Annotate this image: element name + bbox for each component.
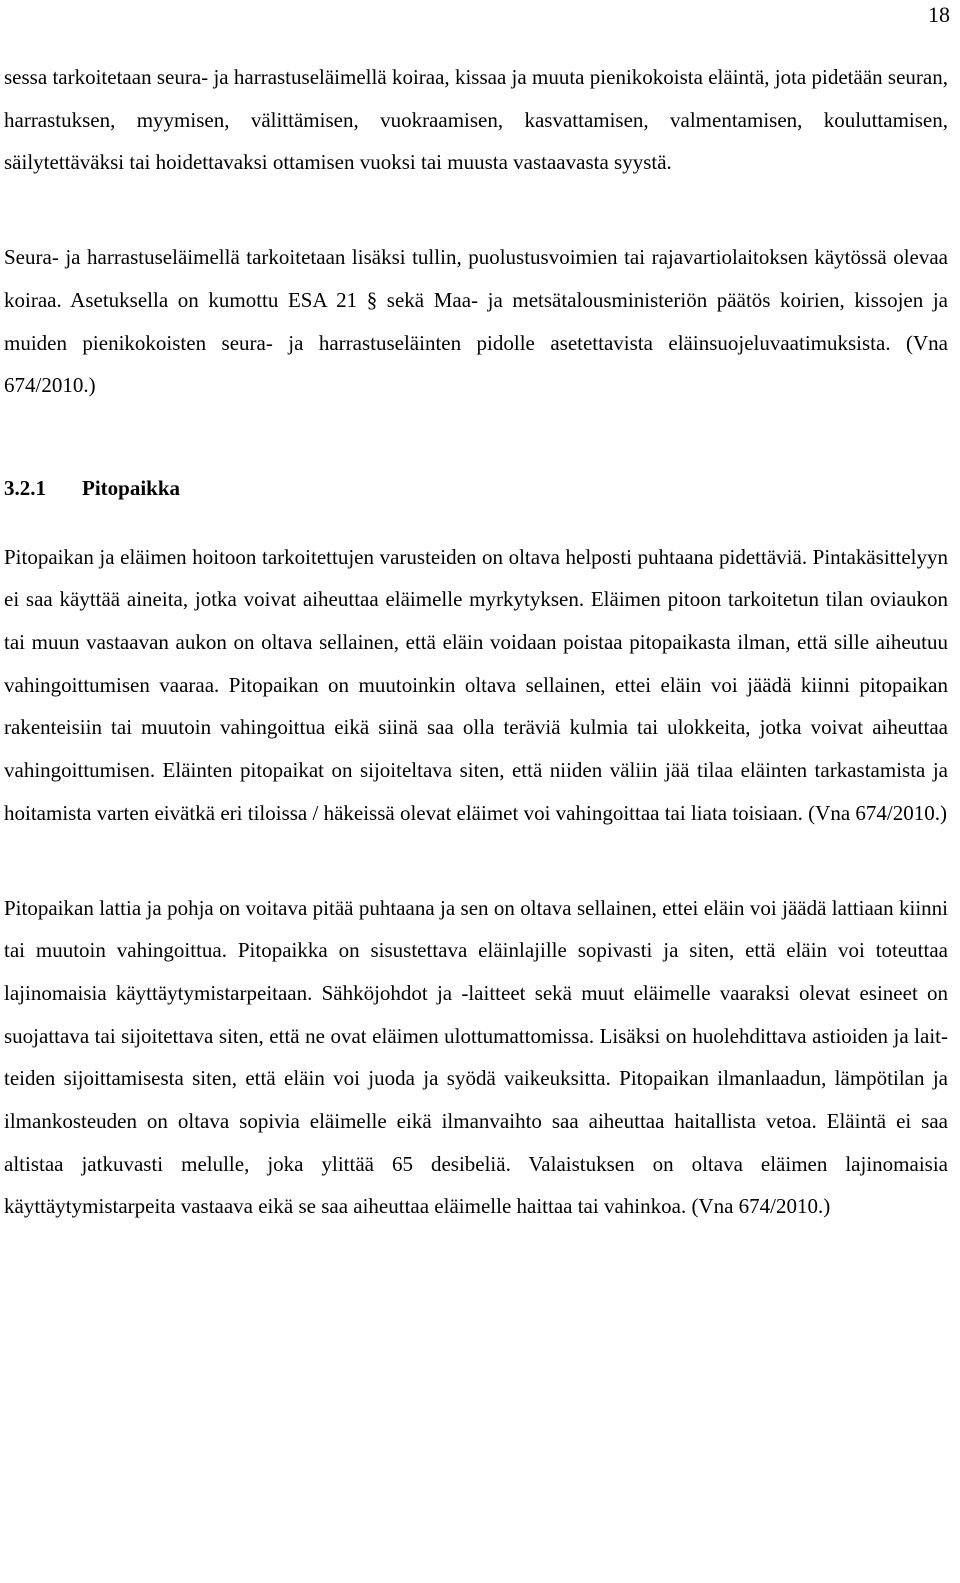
paragraph-definition: Seura- ja harrastuseläimellä tarkoitetaan lisäksi tullin, puolustusvoimien tai rajavartiolaitoksen käytössä olevaa koiraa. Asetuksella on kumottu ESA 21 § sekä Maa- ja metsätalousministeriön päätös koirien, kissojen ja muiden pienikokoisten seura- ja harrastuseläinten pidolle asetettavista eläinsuojeluvaatimuksista. (Vna 674/2010.) (4, 245, 948, 398)
section-number: 3.2.1 (4, 475, 46, 500)
paragraph-intro-continuation: sessa tarkoitetaan seura- ja harrastuseläimellä koiraa, kissaa ja muuta pienikokoista eläintä, jota pidetään seuran, harrastuksen, myymisen, välittämisen, vuokraamisen, kasvattamisen, valmentamisen, kouluttamisen, säilytettäväksi tai hoidettavaksi ottamisen vuoksi tai muusta vastaavasta syystä. (4, 65, 948, 175)
page-number: 18 (928, 2, 950, 27)
section-heading (4, 467, 948, 510)
paragraph-pitopaikka-1: Pitopaikan ja eläimen hoitoon tarkoitettujen varusteiden on oltava helposti puhtaana pidettäviä. Pintakäsittelyyn ei saa käyttää aineita, jotka voivat aiheuttaa eläimelle myrkytyksen. Eläimen pitoon tarkoitetun tilan oviaukon tai muun vastaavan aukon on oltava sellainen, että eläin voidaan poistaa pitopaikasta ilman, että sille aiheutuu vahingoittumisen vaaraa. Pitopaikan on muutoinkin oltava sellainen, ettei eläin voi jäädä kiinni pitopaikan rakenteisiin tai muutoin vahingoittua eikä siinä saa olla teräviä kulmia tai ulokkeita, jotka voivat aiheuttaa vahingoittumisen. Eläinten pitopaikat on sijoiteltava siten, että niiden väliin jää tilaa eläinten tarkastamista ja hoitamista varten eivätkä eri tiloissa / häkeissä olevat eläimet voi vahingoittaa tai liata toisiaan. (Vna 674/2010.) (4, 544, 948, 825)
document-body (4, 56, 948, 1228)
section-title: Pitopaikka (82, 475, 181, 500)
paragraph-pitopaikka-2: Pitopaikan lattia ja pohja on voitava pitää puhtaana ja sen on oltava sellainen, ettei eläin voi jäädä lattiaan kiinni tai muutoin vahingoittua. Pitopaikka on sisustettava eläinlajille sopivasti ja siten, että eläin voi toteuttaa lajinomaisia käyttäytymistarpeitaan. Sähköjohdot ja -laitteet sekä muut eläimelle vaaraksi olevat esineet on suojattava tai sijoitettava siten, että ne ovat eläimen ulottumattomissa. Lisäksi on huolehdittava astioiden ja laitteiden sijoittamisesta siten, että eläin voi juoda ja syödä vaikeuksitta. Pitopaikan ilmanlaadun, lämpötilan ja ilmankosteuden on oltava sopivia eläimelle eikä ilmanvaihto saa aiheuttaa haitallista vetoa. Eläintä ei saa altistaa jatkuvasti melulle, joka ylittää 65 desibeliä. Valaistuksen on oltava eläimen lajinomaisia käyttäytymistarpeita vastaava eikä se saa aiheuttaa eläimelle haittaa tai vahinkoa. (Vna 674/2010.) (4, 895, 948, 1219)
